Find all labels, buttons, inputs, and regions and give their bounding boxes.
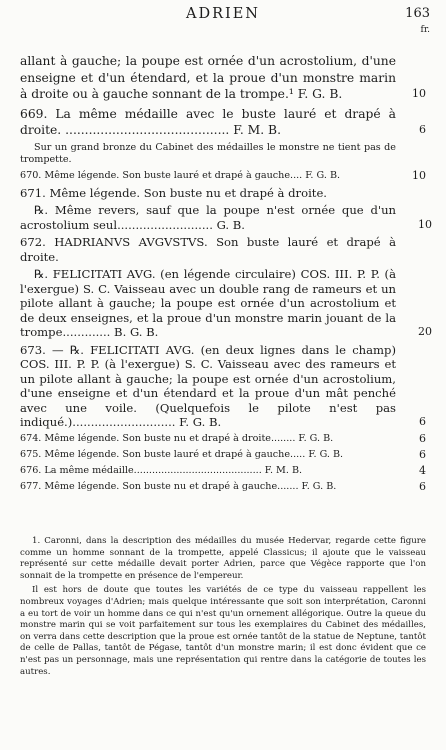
entry-value: 6 [419,123,426,136]
entry-value: 6 [419,431,426,445]
catalogue-entry [20,53,426,103]
catalogue-entry [20,447,426,461]
entry-text: 676. La même médaille.......................................... F. M. B. [20,464,303,476]
catalogue-entry [20,235,396,264]
entry-value: 10 [412,87,426,100]
catalogue-entries [0,53,446,497]
catalogue-entry [20,267,432,340]
entry-text: 673. — ℞. FELICITATI AVG. (en deux lignes dans le champ) COS. III. P. P. (à l'exergue) S. C. Vaisseau avec des rameurs et un pilote allant à gauche; la poupe est ornée d'un acrostolium, d'une enseigne et d'un étendard et la proue d'un mât penché avec une voile. (Quelquefois le pilote n'est pas indiqué.)............................ F. G. B. [20,342,396,429]
entry-text: ℞. Même revers, sauf que la poupe n'est ornée que d'un acrostolium seul.......................... G. B. [20,203,396,232]
footnotes [20,536,426,681]
entry-value: 6 [419,415,426,428]
entry-text: 671. Même légende. Son buste nu et drapé à droite. [20,185,327,200]
entry-text: 675. Même légende. Son buste lauré et drapé à gauche..... F. G. B. [20,448,344,460]
entry-value: 4 [419,463,426,477]
catalogue-note [20,142,396,166]
entry-value: 6 [419,479,426,493]
entry-text: Sur un grand bronze du Cabinet des médailles le monstre ne tient pas de trompette. [20,141,396,165]
entry-value: 20 [418,325,432,338]
entry-text: 674. Même légende. Son buste nu et drapé à droite........ F. G. B. [20,432,334,444]
catalogue-entry [20,342,426,430]
entry-text: ℞. FELICITATI AVG. (en légende circulaire) COS. III. P. P. (à l'exergue) S. C. Vaisseau avec un double rang de rameurs et un pilote allant à gauche; la poupe est ornée d'un acrostolium et de deux enseignes, et la proue d'un monstre marin jouant de la trompe............. B. G. B. [20,267,396,339]
page-number: 163 [405,6,430,21]
catalogue-entry [20,203,432,232]
entry-value: 6 [419,447,426,461]
entry-value: 10 [412,168,426,182]
catalogue-entry [20,463,426,477]
catalogue-entry [20,168,426,182]
footnote: 1. Caronni, dans la description des médailles du musée Hedervar, regarde cette figure comme un homme sonnant de la trompette, appelé Classicus; il ajoute que le vaisseau représenté sur cette médaille devait porter Adrien, parce que Végèce rapporte que l'on sonnait de la trompette en présence de l'empereur. [20,536,426,581]
page-header [0,4,446,44]
footnote: Il est hors de doute que toutes les variétés de ce type du vaisseau rappellent les nombreux voyages d'Adrien; mais quelque intéressante que soit son interprétation, Caronni a eu tort de voir un homme dans ce qui n'est qu'un ornement allégorique. Outre la queue du monstre marin qui se voit parfaitement sur tous les exemplaires du Cabinet des médailles, on verra dans cette description que la proue est ornée tantôt de la statue de Neptune, tantôt de celle de Pallas, tantôt de Pégase, tantôt d'un monstre marin; il est donc évident que ce n'est pas un personnage, mais une représentation qui rentre dans la catégorie de toutes les autres. [20,585,426,677]
catalogue-entry [20,106,426,139]
entry-value: 10 [418,217,432,231]
entry-text: 677. Même légende. Son buste nu et drapé à gauche....... F. G. B. [20,480,337,492]
catalogue-entry [20,186,396,201]
running-title: ADRIEN [185,6,260,22]
catalogue-entry [20,431,426,445]
entry-text: 670. Même légende. Son buste lauré et drapé à gauche.... F. G. B. [20,169,341,181]
entry-text: allant à gauche; la poupe est ornée d'un acrostolium, d'une enseigne et d'un étendard, et la proue d'un monstre marin à droite ou à gauche sonnant de la trompe.¹ F. G. B. [20,54,396,101]
entry-text: 672. HADRIANVS AVGVSTVS. Son buste lauré et drapé à droite. [20,235,396,264]
value-unit-label: fr. [420,25,430,35]
catalogue-entry [20,479,426,493]
entry-text: 669. La même médaille avec le buste lauré et drapé à droite. .......................................... F. M. B. [20,106,396,137]
